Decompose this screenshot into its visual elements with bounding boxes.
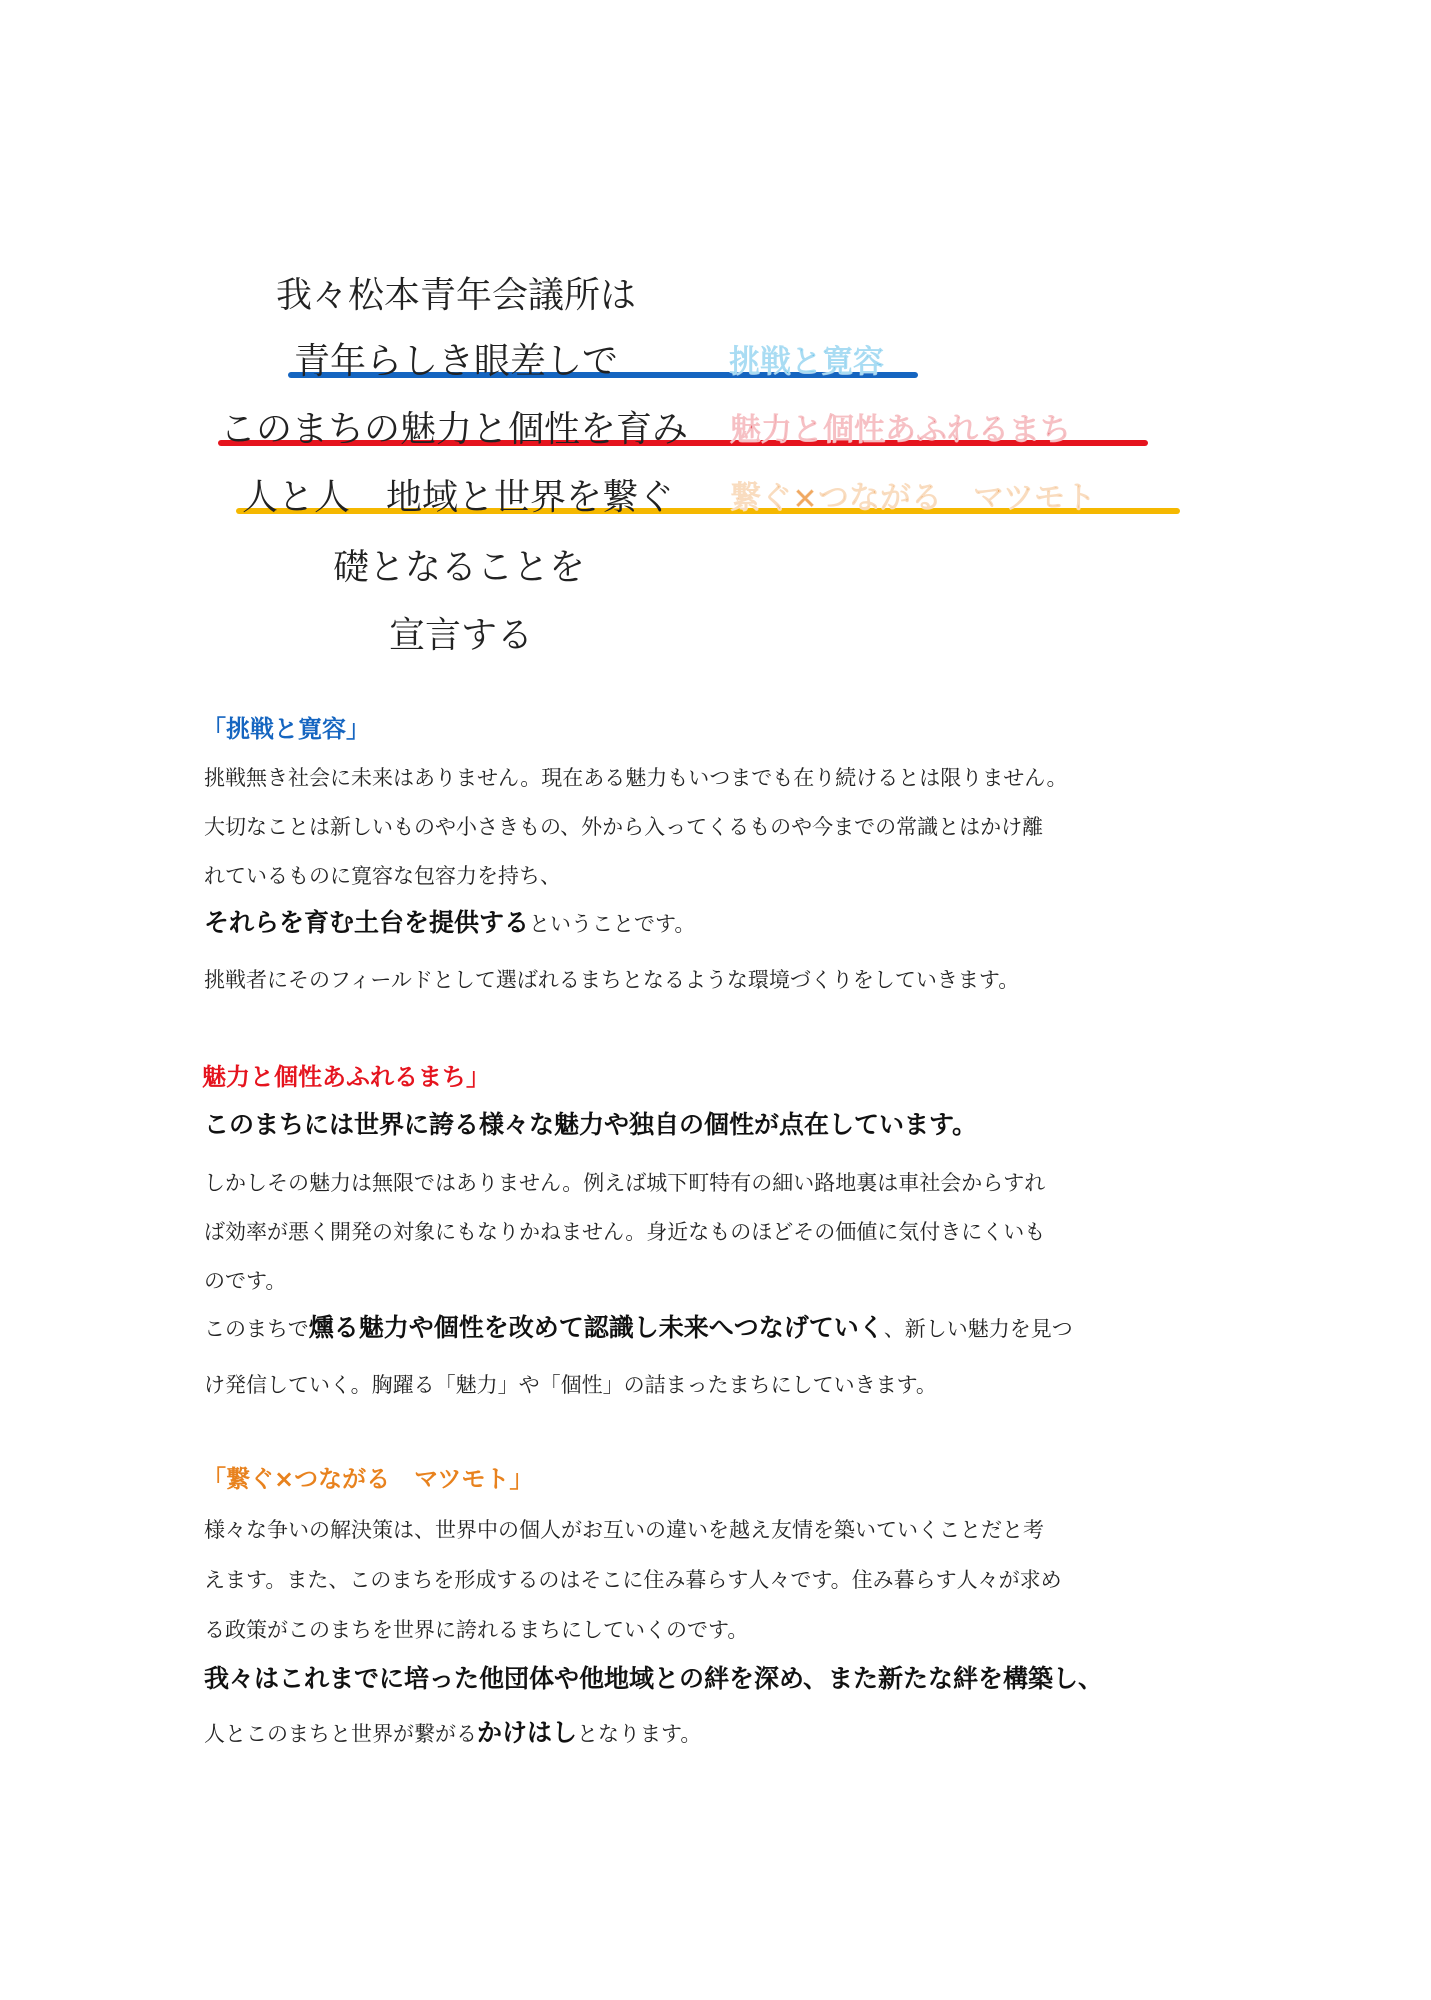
keyword-connect-matsumoto: 繋ぐ×つながる マツモト: [730, 480, 1097, 516]
section2-paragraph-line: ば効率が悪く開発の対象にもなりかねません。身近なものほどその価値に気付きにくいも: [204, 1220, 1046, 1244]
section2-emphasis-line: [204, 1313, 1073, 1344]
section1-paragraph-line: 大切なことは新しいものや小さきもの、外から入ってくるものや今までの常識とはかけ離: [204, 815, 1044, 839]
declaration-line-1: 我々松本青年会議所は: [276, 275, 637, 316]
section1-emphasis: それらを育む土台を提供する: [204, 908, 530, 937]
section2-emphasis: 燻る魅力や個性を改めて認識し未来へつなげていく: [308, 1313, 884, 1342]
keyword-charm-individuality: 魅力と個性あふれるまち: [730, 412, 1071, 448]
section2-emphasis-post: 、新しい魅力を見つ: [883, 1317, 1073, 1341]
section1-paragraph-line: 挑戦者にそのフィールドとして選ばれるまちとなるような環境づくりをしていきます。: [204, 968, 1020, 992]
section1-paragraph-line: 挑戦無き社会に未来はありません。現在ある魅力もいつまでも在り続けるとは限りません。: [204, 766, 1068, 790]
section2-lead: [204, 1110, 977, 1141]
section1-emphasis-tail: ということです。: [529, 912, 696, 936]
section2-paragraph-line: け発信していく。胸躍る「魅力」や「個性」の詰まったまちにしていきます。: [204, 1373, 937, 1397]
section3-paragraph-line: る政策がこのまちを世界に誇れるまちにしていくのです。: [204, 1618, 749, 1642]
section3-closing-bold: かけはし: [477, 1718, 578, 1747]
section2-emphasis-pre: このまちで: [204, 1317, 309, 1341]
declaration-line-4: 人と人 地域と世界を繋ぐ: [242, 477, 675, 518]
declaration-line-3: このまちの魅力と個性を育み: [220, 409, 689, 450]
section3-paragraph-line: えます。また、このまちを形成するのはそこに住み暮らす人々です。住み暮らす人々が求め: [204, 1568, 1062, 1592]
section3-heading: 「繋ぐ×つながる マツモト」: [202, 1465, 534, 1493]
section2-paragraph-line: しかしその魅力は無限ではありません。例えば城下町特有の細い路地裏は車社会からすれ: [204, 1171, 1046, 1195]
section3-paragraph-line: 様々な争いの解決策は、世界中の個人がお互いの違いを越え友情を築いていくことだと考: [204, 1518, 1044, 1542]
section1-paragraph-line: れているものに寛容な包容力を持ち、: [204, 864, 561, 888]
section3-closing-line: [204, 1718, 701, 1749]
section2-paragraph-line: のです。: [204, 1269, 287, 1293]
section3-emphasis: 我々はこれまでに培った他団体や他地域との絆を深め、また新たな絆を構築し、: [204, 1664, 1104, 1693]
section2-lead-text: このまちには世界に誇る様々な魅力や独自の個性が点在しています。: [204, 1110, 978, 1139]
section3-closing-pre: 人とこのまちと世界が繋がる: [204, 1722, 477, 1746]
declaration-line-2: 青年らしき眼差しで: [294, 341, 619, 382]
declaration-line-5: 礎となることを: [333, 547, 586, 588]
section3-emphasis-line: [204, 1664, 1103, 1695]
section1-emphasis-line: [204, 908, 695, 939]
section3-closing-post: となります。: [577, 1722, 702, 1746]
section1-heading: 「挑戦と寛容」: [202, 715, 370, 743]
declaration-line-6: 宣言する: [389, 615, 534, 656]
keyword-challenge-tolerance: 挑戦と寛容: [729, 344, 884, 380]
section2-heading: 魅力と個性あふれるまち」: [202, 1063, 490, 1091]
